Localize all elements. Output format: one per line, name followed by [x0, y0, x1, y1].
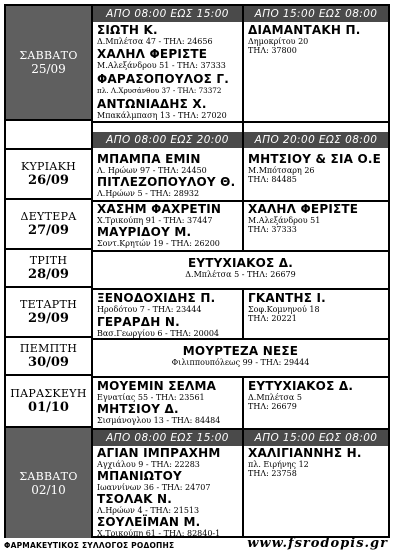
pharmacy-entry: [248, 153, 381, 184]
day-name: ΣΑΒΒΑΤΟ: [19, 49, 78, 62]
pharmacy-name: ΜΟΥΡΤΕΖΑ ΝΕΣΕ: [182, 344, 299, 358]
pharmacy-address: Ηροδότου 7 - ΤΗΛ: 23444: [97, 305, 202, 314]
pharmacy-entry: [97, 153, 207, 175]
day-name: ΔΕΥΤΕΡΑ: [20, 210, 77, 223]
pharmacy-phone: ΤΗΛ: 23758: [248, 469, 297, 478]
day-date: 01/10: [28, 400, 69, 415]
pharmacy-phone: ΤΗΛ: 26679: [248, 402, 297, 411]
pharmacy-entry: [248, 447, 362, 478]
divider: [242, 6, 244, 123]
pharmacy-name: ΤΣΟΛΑΚ Ν.: [97, 492, 173, 506]
pharmacy-name: ΦΑΡΑΣΟΠΟΥΛΟΣ Γ.: [97, 72, 229, 86]
pharmacy-name: ΓΕΡΑΡΔΗ Ν.: [97, 315, 180, 329]
pharmacy-address: Σοντ.Κρητών 19 - ΤΗΛ: 26200: [97, 239, 220, 248]
day-date: 29/09: [28, 311, 69, 326]
divider: [91, 121, 388, 123]
pharmacy-phone: ΤΗΛ: 37333: [248, 225, 297, 234]
website-link[interactable]: www.fsrodopis.gr: [247, 536, 388, 551]
pharmacy-name: ΧΑΛΗΛ ΦΕΡΙΣΤΕ: [97, 47, 208, 61]
pharmacy-phone: ΤΗΛ: 37800: [248, 46, 297, 55]
pharmacy-entry: [248, 292, 326, 323]
pharmacy-address: Μπακάλμπαση 13 - ΤΗΛ: 27020: [97, 111, 227, 120]
pharmacy-entry: [97, 470, 211, 492]
pharmacy-address: Σισμάνογλου 13 - ΤΗΛ: 84484: [97, 416, 221, 425]
pharmacy-address: Δ.Μπλέτσα 5 - ΤΗΛ: 26679: [185, 270, 296, 279]
divider: [242, 376, 244, 538]
pharmacy-address: Φιλιππουπόλεως 99 - ΤΗΛ: 29444: [171, 358, 310, 367]
pharmacy-phone: ΤΗΛ: 20221: [248, 314, 297, 323]
pharmacy-entry: [248, 24, 361, 55]
pharmacy-name: ΧΑΣΗΜ ΦΑΧΡΕΤΙΝ: [97, 202, 222, 216]
pharmacy-name: ΜΗΤΣΙΟΥ Δ.: [97, 402, 179, 416]
pharmacy-name: ΜΠΑΜΠΑ ΕΜΙΝ: [97, 152, 201, 166]
day-cell-sun-26: [6, 150, 91, 200]
pharmacy-name: ΧΑΛΗΛ ΦΕΡΙΣΤΕ: [248, 202, 359, 216]
pharmacy-entry: [97, 447, 220, 469]
pharmacy-name: ΜΠΑΝΙΩΤΟΥ: [97, 469, 182, 483]
pharmacy-name: ΞΕΝΟΔΟΧΙΔΗΣ Π.: [97, 291, 216, 305]
pharmacy-entry: [93, 345, 388, 367]
pharmacy-entry: [93, 257, 388, 279]
pharmacy-entry: [97, 176, 235, 198]
pharmacy-name: ΓΚΑΝΤΗΣ Ι.: [248, 291, 326, 305]
day-name: ΠΕΜΠΤΗ: [19, 342, 78, 355]
pharmacy-entry: [97, 403, 220, 425]
pharmacy-address: Δημοκρίτου 20: [248, 37, 309, 46]
pharmacy-address: Σοφ.Κομνηνού 18: [248, 305, 320, 314]
divider: [91, 288, 388, 290]
duty-pharmacies-sheet: [4, 4, 390, 538]
pharmacy-name: ΣΙΩΤΗ Κ.: [97, 23, 158, 37]
shift-header-night: ΑΠΟ 20:00 ΕΩΣ 08:00: [244, 132, 388, 148]
pharmacy-name: ΜΑΥΡΙΔΟΥ Μ.: [97, 225, 192, 239]
day-date: 26/09: [28, 173, 69, 188]
shift-header-day: ΑΠΟ 08:00 ΕΩΣ 15:00: [93, 430, 242, 446]
shift-header-day: ΑΠΟ 08:00 ΕΩΣ 15:00: [93, 6, 242, 22]
pharmacy-address: Εγνατίας 55 - ΤΗΛ: 23561: [97, 393, 205, 402]
pharmacy-name: ΣΟΥΛΕΪΜΑΝ Μ.: [97, 515, 201, 529]
day-cell-tue-28: [6, 250, 91, 288]
day-cell-wed-29: [6, 288, 91, 338]
day-date: 25/09: [31, 62, 66, 76]
pharmacy-entry: [97, 292, 215, 314]
day-name: ΠΑΡΑΣΚΕΥΗ: [10, 387, 87, 400]
pharmacy-entry: [248, 380, 353, 411]
day-cell-sat-25: [6, 6, 91, 121]
pharmacy-entry: [248, 203, 358, 234]
day-name: ΣΑΒΒΑΤΟ: [19, 469, 78, 483]
pharmacy-address: Βασ.Γεωργίου 6 - ΤΗΛ: 20004: [97, 329, 220, 338]
divider: [91, 338, 388, 340]
pharmacy-address: Ιωαννίνων 36 - ΤΗΛ: 24707: [97, 483, 211, 492]
pharmacy-address: Αγχιάλου 9 - ΤΗΛ: 22283: [97, 460, 200, 469]
day-date: 30/09: [28, 355, 69, 370]
shift-header-night: ΑΠΟ 15:00 ΕΩΣ 08:00: [244, 6, 388, 22]
pharmacy-entry: [97, 316, 219, 338]
day-spacer: [6, 121, 91, 150]
shift-header-day: ΑΠΟ 08:00 ΕΩΣ 20:00: [93, 132, 242, 148]
day-cell-mon-27: [6, 200, 91, 250]
divider: [91, 376, 388, 378]
pharmacy-address: Μ.Μπότσαρη 26: [248, 166, 315, 175]
pharmacy-name: ΑΓΙΑΝ ΙΜΠΡΑΧΗΜ: [97, 446, 221, 460]
pharmacy-name: ΜΟΥΕΜΙΝ ΣΕΛΜΑ: [97, 379, 217, 393]
pharmacy-entry: [97, 203, 221, 225]
day-cell-fri-01: [6, 376, 91, 428]
pharmacy-phone: ΤΗΛ: 84485: [248, 175, 297, 184]
pharmacy-address: Χ.Τρικούπη 91 - ΤΗΛ: 37447: [97, 216, 213, 225]
day-date: 28/09: [28, 267, 69, 282]
pharmacy-name: ΧΑΛΙΓΙΑΝΝΗΣ Η.: [248, 446, 362, 460]
day-name: ΤΡΙΤΗ: [29, 254, 68, 267]
pharmacy-address: Χ.Τρικούπη 61 - ΤΗΛ: 82840-1: [97, 529, 221, 538]
pharmacy-address: Λ.Ηρώων 4 - ΤΗΛ: 21513: [97, 506, 200, 515]
pharmacy-entry: [97, 73, 229, 95]
pharmacy-entry: [97, 24, 213, 46]
pharmacy-address: Λ.Ηρώων 5 - ΤΗΛ: 28932: [97, 189, 200, 198]
pharmacy-entry: [97, 380, 216, 402]
pharmacy-address: Δ.Μπλέτσα 47 - ΤΗΛ: 24656: [97, 37, 213, 46]
day-name: ΤΕΤΑΡΤΗ: [19, 298, 78, 311]
pharmacy-address: πλ. Λ.Χρυσάνθου 37 - ΤΗΛ: 73372: [97, 86, 222, 95]
pharmacy-name: ΜΗΤΣΙΟΥ & ΣΙΑ Ο.Ε: [248, 152, 382, 166]
pharmacy-name: ΕΥΤΥΧΙΑΚΟΣ Δ.: [248, 379, 354, 393]
day-cell-sat-02: [6, 428, 91, 538]
pharmacy-address: Μ.Αλεξάνδρου 51 - ΤΗΛ: 37333: [97, 61, 226, 70]
day-date: 02/10: [31, 482, 66, 497]
pharmacy-entry: [97, 48, 226, 70]
pharmacy-entry: [97, 98, 227, 120]
day-name: ΚΥΡΙΑΚΗ: [20, 160, 77, 173]
pharmacy-address: πλ. Ειρήνης 12: [248, 460, 309, 469]
pharmacy-name: ΠΙΤΛΕΖΟΠΟΥΛΟΥ Θ.: [97, 175, 236, 189]
pharmacy-address: Λ. Ηρώων 97 - ΤΗΛ: 24450: [97, 166, 207, 175]
pharmacy-entry: [97, 226, 220, 248]
pharmacy-entry: [97, 493, 199, 515]
pharmacy-name: ΕΥΤΥΧΙΑΚΟΣ Δ.: [187, 256, 294, 270]
pharmacy-entry: [97, 516, 220, 538]
pharmacy-name: ΑΝΤΩΝΙΑΔΗΣ Χ.: [97, 97, 207, 111]
divider: [91, 250, 388, 252]
pharmacy-name: ΔΙΑΜΑΝΤΑΚΗ Π.: [248, 23, 361, 37]
shift-header-night: ΑΠΟ 15:00 ΕΩΣ 08:00: [244, 430, 388, 446]
day-cell-thu-30: [6, 338, 91, 376]
divider: [242, 288, 244, 338]
pharmacy-address: Μ.Αλεξάνδρου 51: [248, 216, 321, 225]
pharmacy-address: Δ.Μπλέτσα 5: [248, 393, 302, 402]
association-name: ΦΑΡΜΑΚΕΥΤΙΚΟΣ ΣΥΛΛΟΓΟΣ ΡΟΔΟΠΗΣ: [4, 541, 175, 550]
day-date: 27/09: [28, 223, 69, 238]
